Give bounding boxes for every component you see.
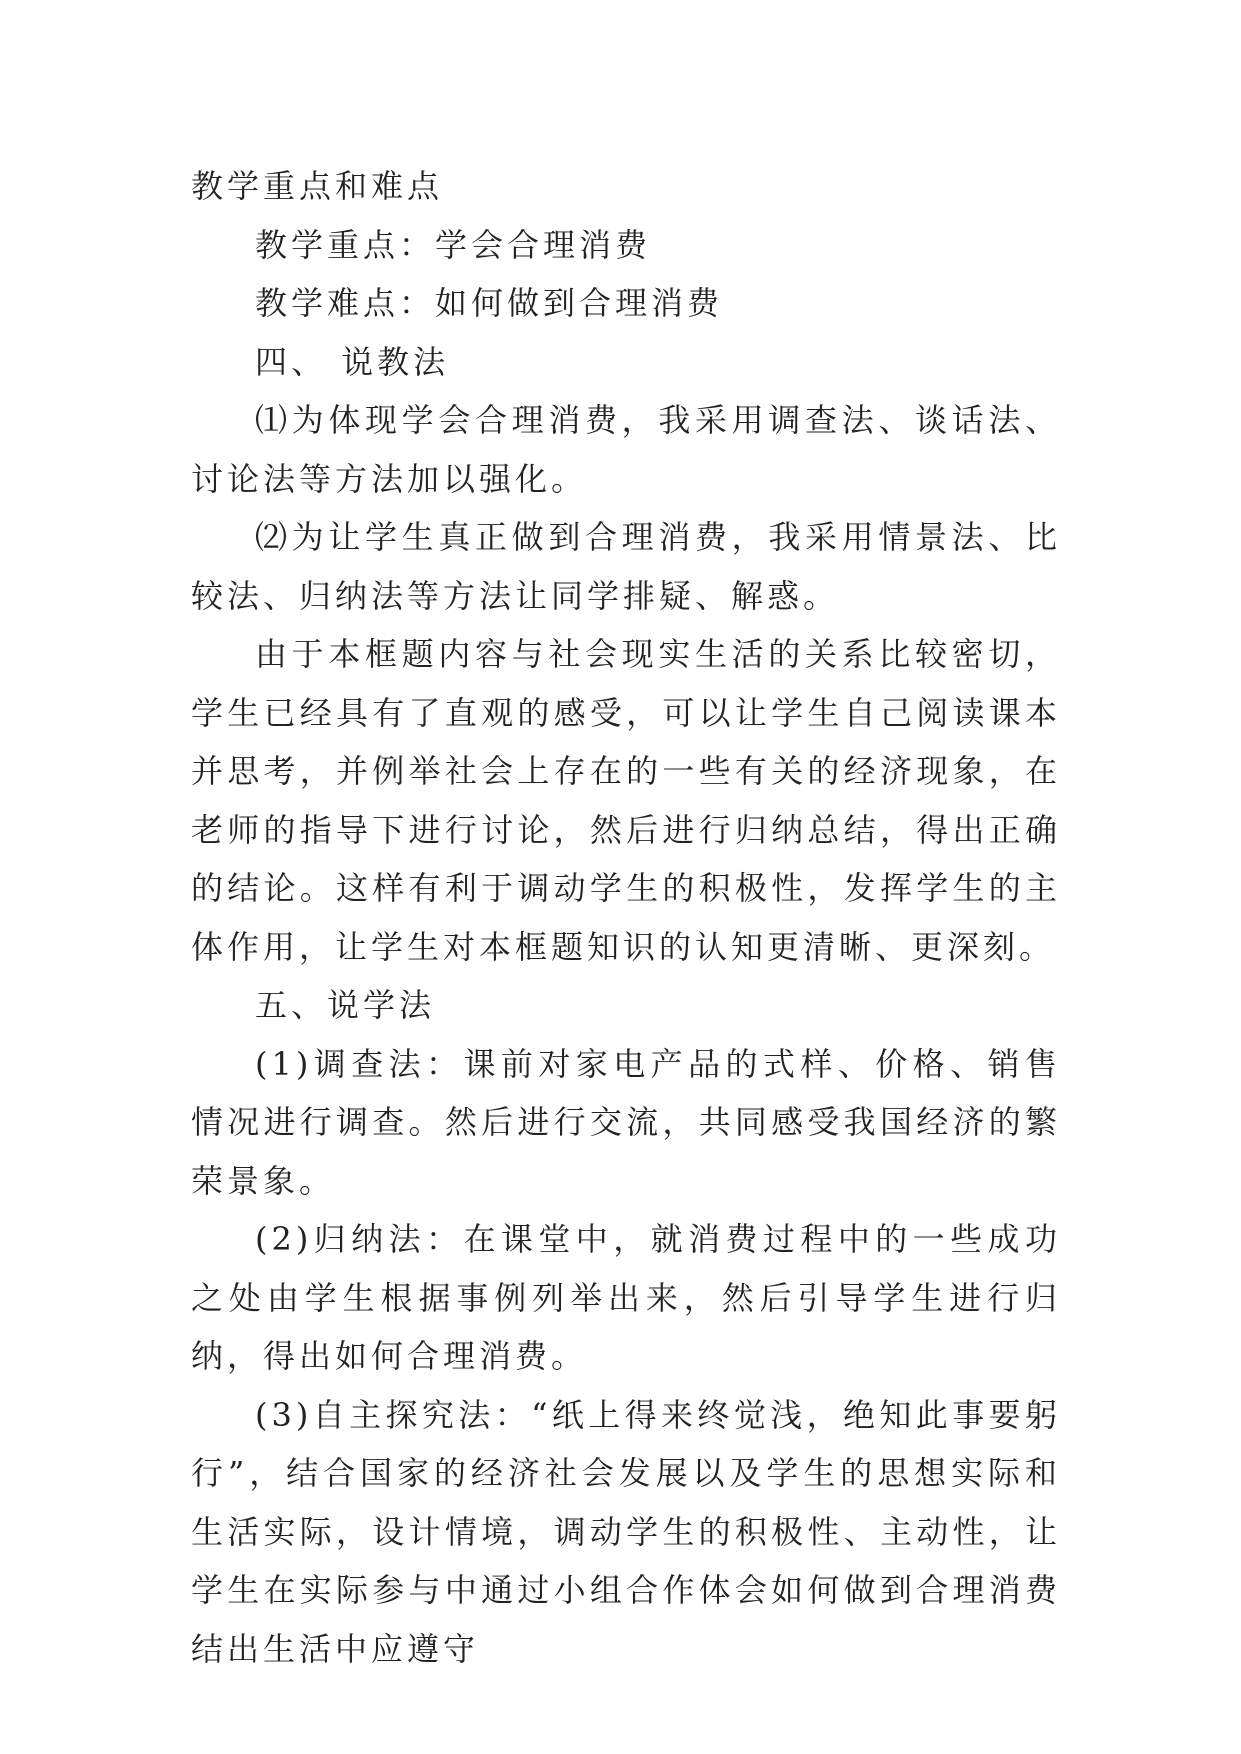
learning-method-item-3: (3)自主探究法：“纸上得来终觉浅，绝知此事要躬行”，结合国家的经济社会发展以及学生的思想实际和生活实际，设计情境，调动学生的积极性、主动性，让学生在实际参与中通过小组合作体会如何做到合理消费结出生活中应遵守 <box>191 1395 1061 1668</box>
teaching-method-rationale: 由于本框题内容与社会现实生活的关系比较密切，学生已经具有了直观的感受，可以让学生自己阅读课本并思考，并例举社会上存在的一些有关的经济现象，在老师的指导下进行讨论，然后进行归纳总结，得出正确的结论。这样有利于调动学生的积极性，发挥学生的主体作用，让学生对本框题知识的认知更清晰、更深刻。 <box>191 635 1061 966</box>
section-four-heading: 四、 说教法 <box>255 342 450 381</box>
teaching-focus-line: 教学重点：学会合理消费 <box>255 225 652 264</box>
document-body <box>191 157 1061 1678</box>
learning-method-item-1: (1)调查法：课前对家电产品的式样、价格、销售情况进行调查。然后进行交流，共同感受我国经济的繁荣景象。 <box>191 1044 1061 1200</box>
section-heading: 教学重点和难点 <box>191 167 444 205</box>
teaching-difficulty-line: 教学难点：如何做到合理消费 <box>255 284 724 322</box>
teaching-method-item-1: ⑴为体现学会合理消费，我采用调查法、谈话法、讨论法等方法加以强化。 <box>191 401 1061 498</box>
teaching-method-item-2: ⑵为让学生真正做到合理消费，我采用情景法、比较法、归纳法等方法让同学排疑、解惑。 <box>191 518 1061 615</box>
learning-method-item-2: (2)归纳法：在课堂中，就消费过程中的一些成功之处由学生根据事例列举出来，然后引导学生进行归纳，得出如何合理消费。 <box>191 1220 1061 1375</box>
section-five-heading: 五、说学法 <box>255 986 436 1024</box>
